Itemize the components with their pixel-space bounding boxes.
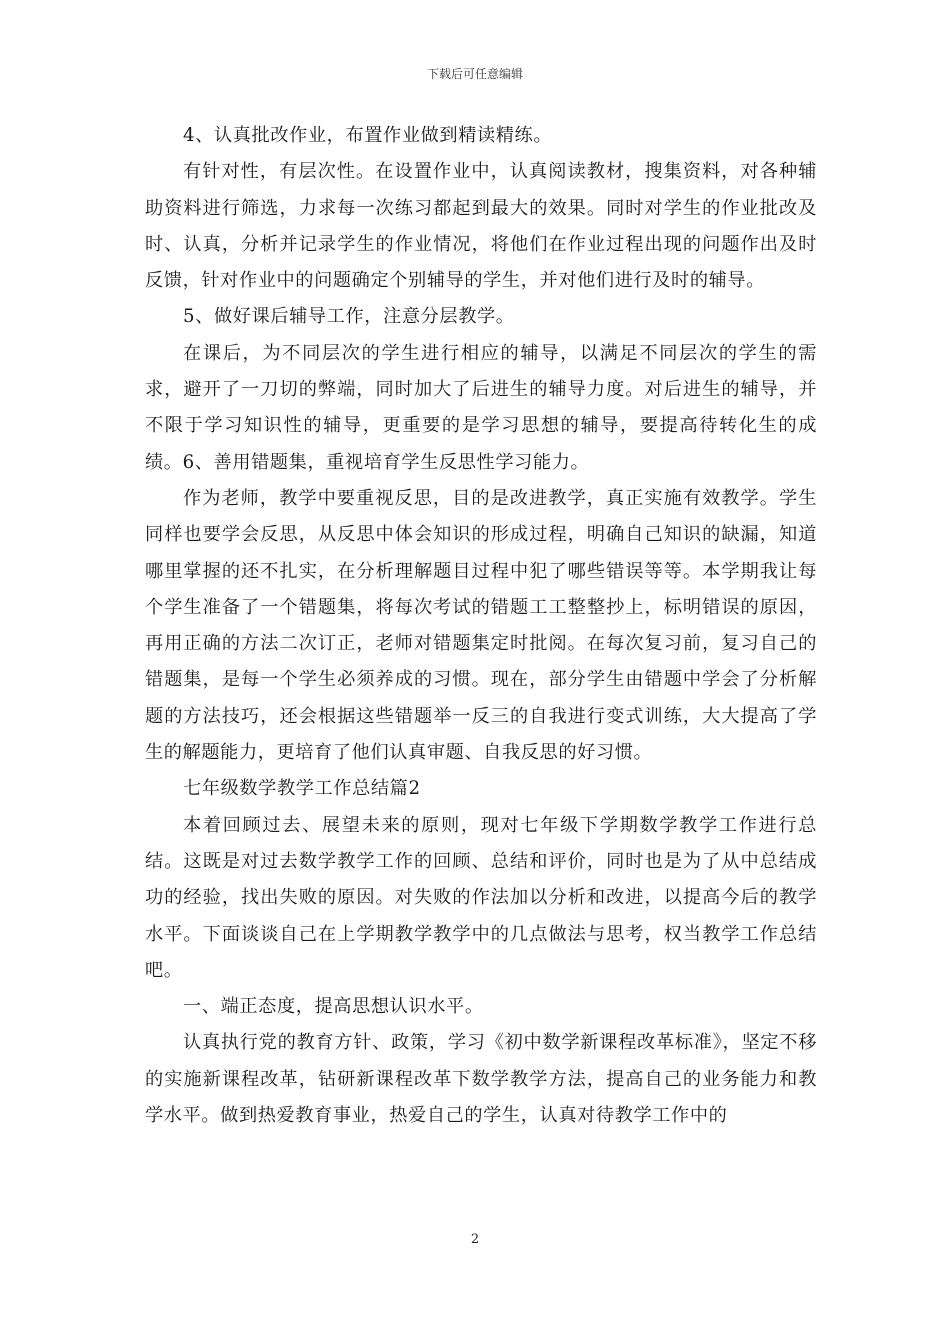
paragraph-heading-4: 4、认真批改作业，布置作业做到精读精练。: [183, 125, 553, 146]
document-body: [145, 118, 817, 1134]
paragraph-heading-1: 一、端正态度，提高思想认识水平。: [183, 996, 484, 1018]
paragraph: 有针对性，有层次性。在设置作业中，认真阅读教材，搜集资料，对各种辅助资料进行筛选，力求每一次练习都起到最大的效果。同时对学生的作业批改及时、认真，分析并记录学生的作业情况，将他们在作业过程出现的问题作出及时反馈，针对作业中的问题确定个别辅导的学生，并对他们进行及时的辅导。: [145, 161, 817, 292]
paragraph-heading-5: 5、做好课后辅导工作，注意分层教学。: [183, 306, 515, 328]
section-title: 七年级数学教学工作总结篇2: [183, 778, 421, 800]
page-number: 2: [470, 1232, 480, 1247]
paragraph: 本着回顾过去、展望未来的原则，现对七年级下学期数学教学工作进行总结。这既是对过去数学教学工作的回顾、总结和评价，同时也是为了从中总结成功的经验，找出失败的原因。对失败的作法加以分析和改进，以提高今后的教学水平。下面谈谈自己在上学期教学教学中的几点做法与思考，权当教学工作总结吧。: [145, 814, 817, 981]
paragraph: 认真执行党的教育方针、政策，学习《初中数学新课程改革标准》，坚定不移的实施新课程改革，钻研新课程改革下数学教学方法，提高自己的业务能力和教学水平。做到热爱教育事业，热爱自己的学生，认真对待教学工作中的: [145, 1032, 817, 1127]
paragraph: 在课后，为不同层次的学生进行相应的辅导，以满足不同层次的学生的需求，避开了一刀切的弊端，同时加大了后进生的辅导力度。对后进生的辅导，并不限于学习知识性的辅导，更重要的是学习思想的辅导，要提高待转化生的成绩。6、善用错题集，重视培育学生反思性学习能力。: [145, 342, 817, 473]
page-header: 下载后可任意编辑: [426, 67, 523, 81]
paragraph: 作为老师，教学中要重视反思，目的是改进教学，真正实施有效教学。学生同样也要学会反思，从反思中体会知识的形成过程，明确自己知识的缺漏，知道哪里掌握的还不扎实，在分析理解题目过程中犯了哪些错误等等。本学期我让每个学生准备了一个错题集，将每次考试的错题工工整整抄上，标明错误的原因，再用正确的方法二次订正，老师对错题集定时批阅。在每次复习前，复习自己的错题集，是每一个学生必须养成的习惯。现在，部分学生由错题中学会了分析解题的方法技巧，还会根据这些错题举一反三的自我进行变式训练，大大提高了学生的解题能力，更培育了他们认真审题、自我反思的好习惯。: [145, 487, 817, 764]
